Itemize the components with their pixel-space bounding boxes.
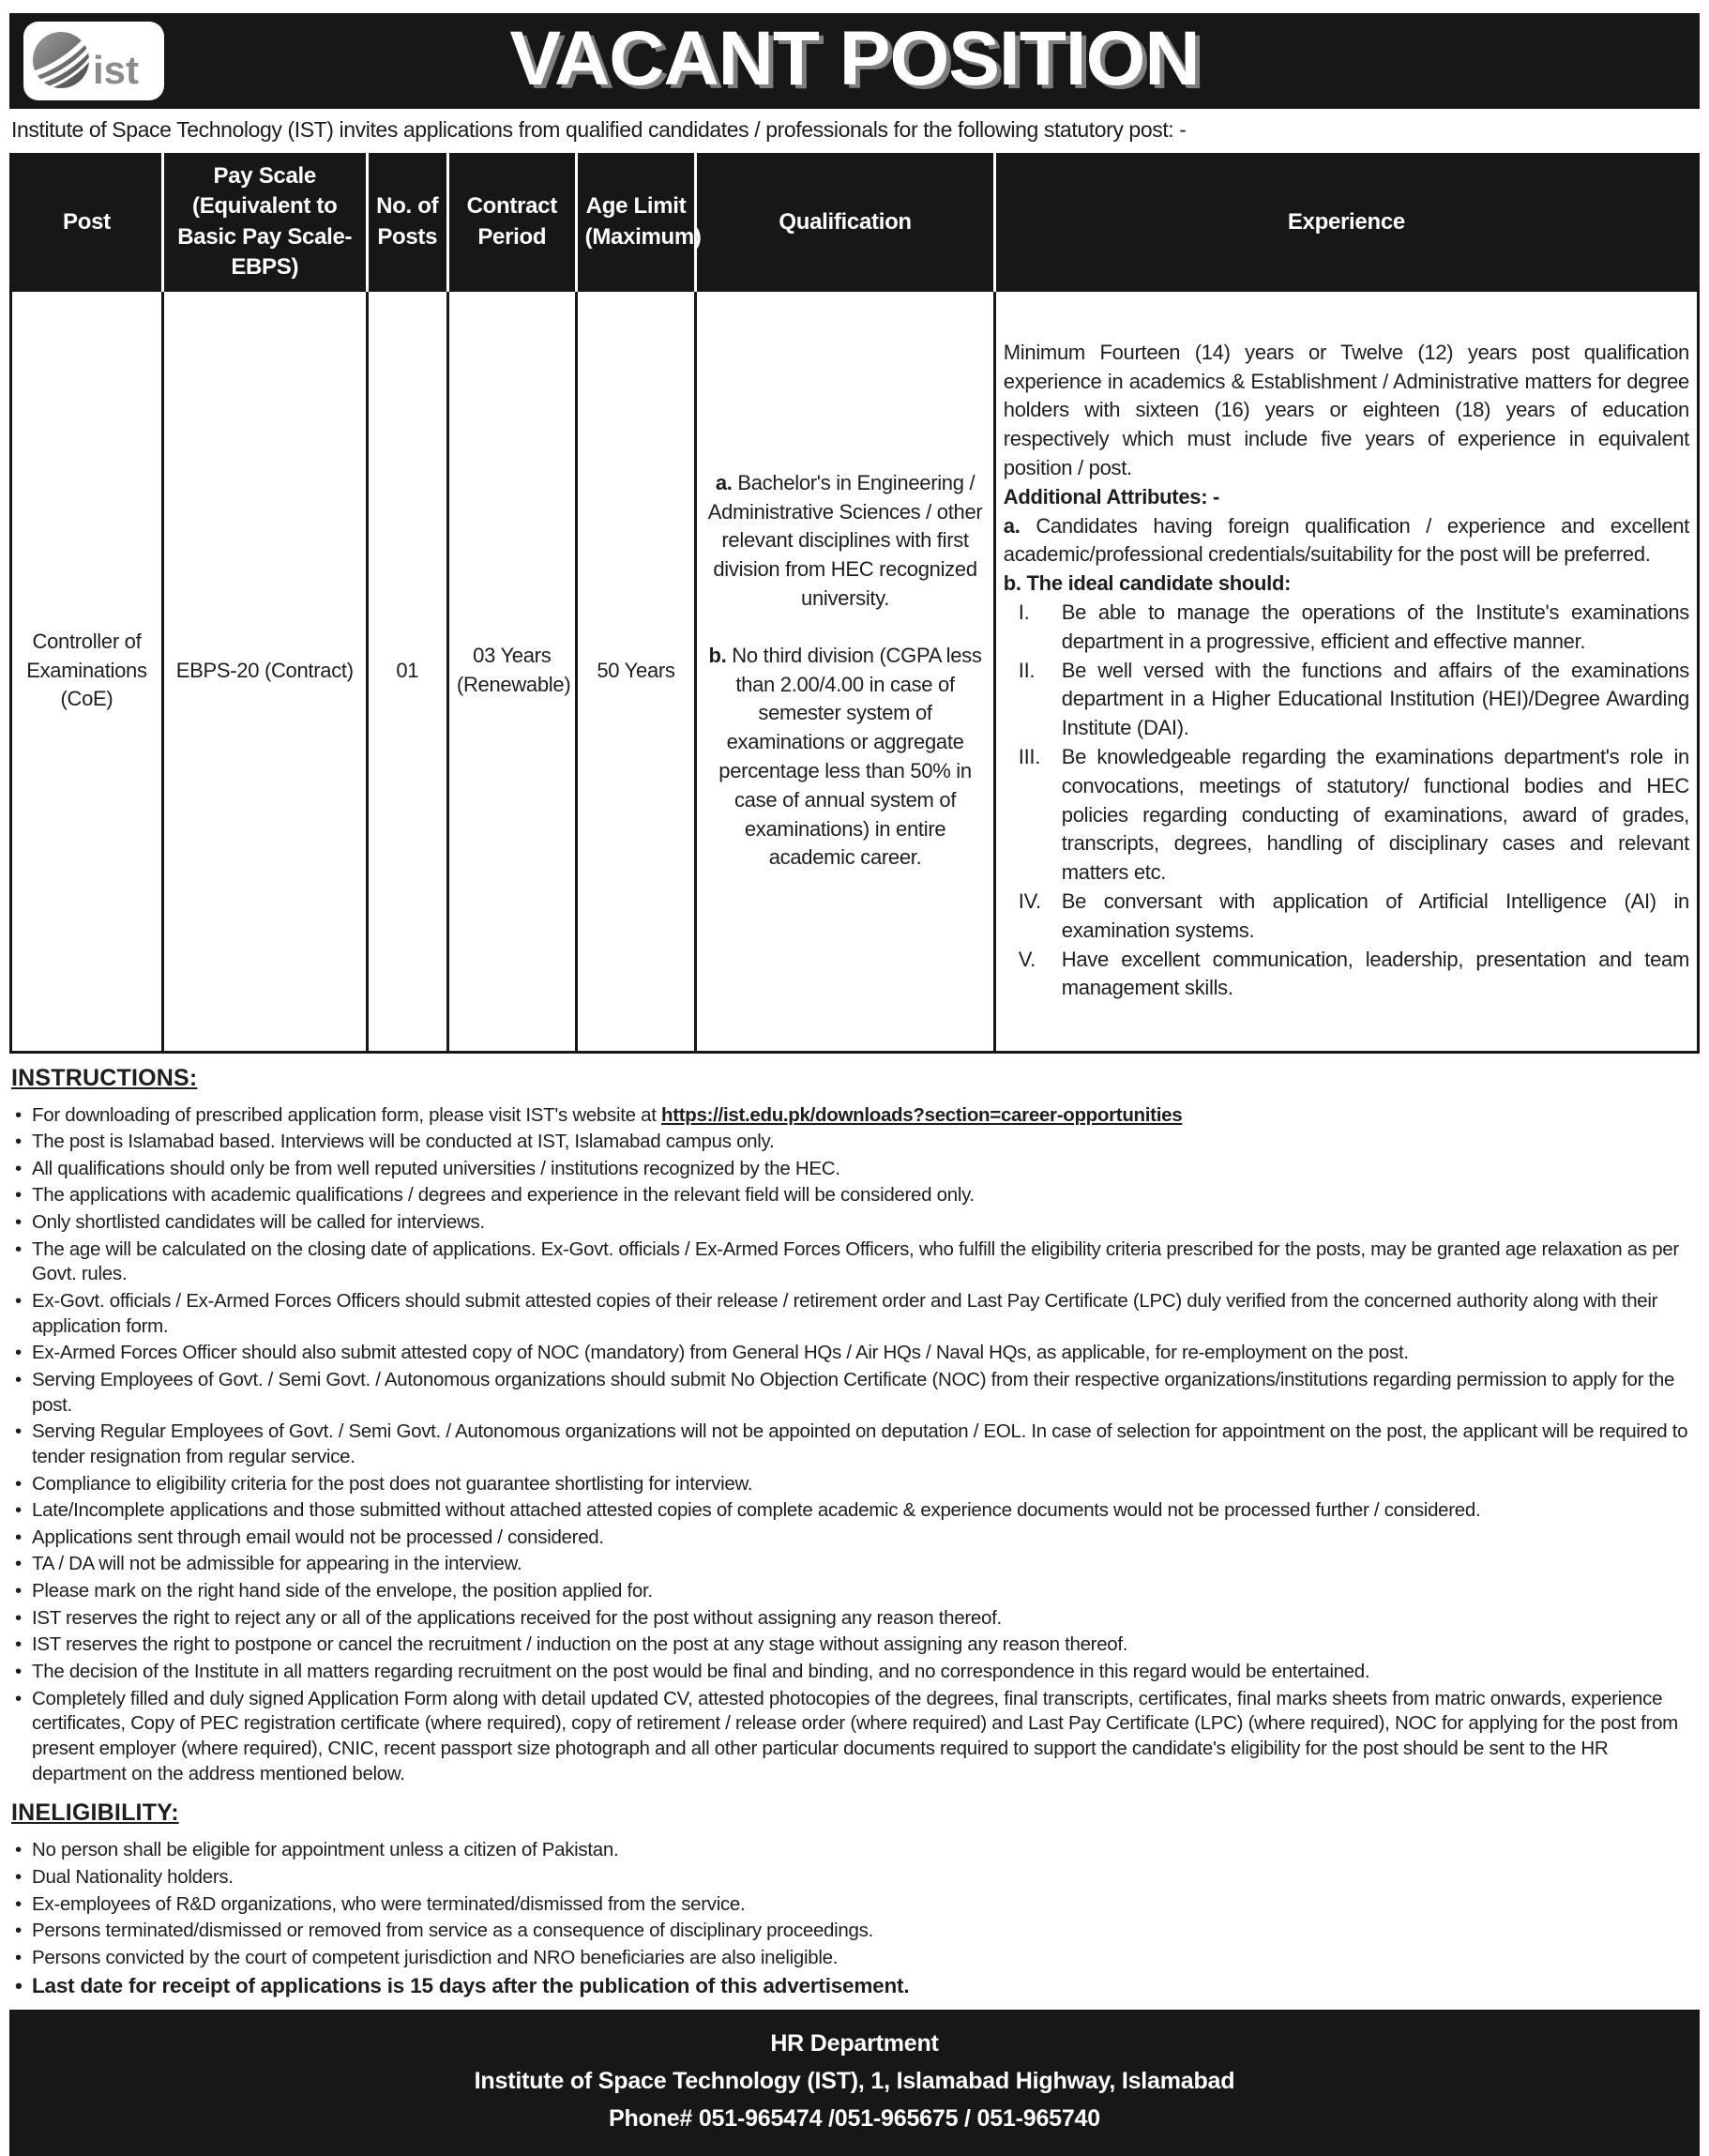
vacancy-row bbox=[11, 290, 1699, 1052]
ineligibility-item: • No person shall be eligible for appointment unless a citizen of Pakistan. bbox=[13, 1838, 1698, 1863]
item-label: b. bbox=[1003, 571, 1021, 596]
ineligibility-item: • Persons terminated/dismissed or removed from service as a consequence of disciplinary proceedings. bbox=[13, 1919, 1698, 1944]
pay-scale-cell: EBPS-20 (Contract) bbox=[162, 290, 367, 1052]
instructions-list bbox=[9, 1103, 1700, 1787]
ineligibility-item: • Dual Nationality holders. bbox=[13, 1865, 1698, 1890]
item-numeral: I. bbox=[1018, 600, 1030, 625]
experience-intro: Minimum Fourteen (14) years or Twelve (12) years post qualification experience in academics & Establishment / Administrative matters for degree holders with sixteen (16) years or eighteen (18) years of education respectively which must include five years of experience in equivalent position / post. bbox=[1003, 340, 1689, 480]
intro-text: Institute of Space Technology (IST) invites applications from qualified candidates / professionals for the following statutory post: - bbox=[11, 117, 1187, 142]
additional-attributes-heading: Additional Attributes: - bbox=[1003, 484, 1220, 509]
item-label: a. bbox=[715, 470, 733, 494]
ineligibility-item: • Persons convicted by the court of competent jurisdiction and NRO beneficiaries are also ineligible. bbox=[13, 1946, 1698, 1971]
qualification-cell bbox=[696, 290, 994, 1052]
footer-banner bbox=[9, 2010, 1700, 2156]
instruction-item: • IST reserves the right to reject any or all of the applications received for the post without assigning any reason thereof. bbox=[13, 1606, 1698, 1632]
footer-phone: Phone# 051-965474 /051-965675 / 051-965740 bbox=[609, 2104, 1100, 2132]
ideal-candidate-item bbox=[1004, 657, 1689, 743]
ineligibility-heading: INELIGIBILITY: bbox=[11, 1799, 179, 1827]
item-text: Be able to manage the operations of the Institute's examinations department in a progressive, efficient and effective manner. bbox=[1061, 600, 1689, 653]
instruction-item: • Serving Employees of Govt. / Semi Govt. / Autonomous organizations should submit No Objection Certificate (NOC) from their respective organizations/institutions regarding permission to apply for the post. bbox=[13, 1368, 1698, 1418]
post-cell: Controller of Examinations (CoE) bbox=[11, 290, 163, 1052]
instruction-item: • Please mark on the right hand side of the envelope, the position applied for. bbox=[13, 1579, 1698, 1604]
ideal-candidate-item bbox=[1004, 599, 1689, 657]
item-text: Be knowledgeable regarding the examinations department's role in convocations, meetings of statutory/ functional bodies and HEC policies regarding conducting of examinations, award of grades, transcripts, degrees, handling of disciplinary cases and relevant matters etc. bbox=[1061, 745, 1689, 885]
col-header-no-of-posts: No. of Posts bbox=[367, 155, 447, 291]
attribute-item-a bbox=[1004, 512, 1689, 570]
vacancy-table bbox=[9, 153, 1700, 1054]
col-header-age-limit: Age Limit (Maximum) bbox=[576, 155, 696, 291]
page-title: VACANT POSITION bbox=[509, 16, 1200, 102]
no-of-posts-cell: 01 bbox=[367, 290, 447, 1052]
item-label: b. bbox=[708, 643, 727, 667]
col-header-post: Post bbox=[11, 155, 163, 291]
item-text: Be conversant with application of Artificial Intelligence (AI) in examination systems. bbox=[1061, 889, 1689, 942]
instruction-item: • Applications sent through email would not be processed / considered. bbox=[13, 1526, 1698, 1551]
instruction-item: • Compliance to eligibility criteria for the post does not guarantee shortlisting for interview. bbox=[13, 1472, 1698, 1497]
instruction-item: • Serving Regular Employees of Govt. / Semi Govt. / Autonomous organizations will not be appointed on deputation / EOL. In case of selection for appointment on the post, the applicant will be required to tender resignation from regular service. bbox=[13, 1420, 1698, 1469]
instruction-item: • All qualifications should only be from well reputed universities / institutions recognized by the HEC. bbox=[13, 1157, 1698, 1182]
instruction-item: • The post is Islamabad based. Interviews will be conducted at IST, Islamabad campus only. bbox=[13, 1130, 1698, 1155]
footer-address: Institute of Space Technology (IST), 1, Islamabad Highway, Islamabad bbox=[474, 2067, 1235, 2094]
item-numeral: III. bbox=[1018, 745, 1041, 769]
instruction-item: • Late/Incomplete applications and those submitted without attached attested copies of complete academic & experience documents would not be processed further / considered. bbox=[13, 1498, 1698, 1524]
col-header-contract-period: Contract Period bbox=[447, 155, 576, 291]
instruction-item: • Only shortlisted candidates will be called for interviews. bbox=[13, 1210, 1698, 1236]
ineligibility-section bbox=[9, 1799, 1700, 1999]
instruction-item: • The age will be calculated on the closing date of applications. Ex-Govt. officials / Ex-Armed Forces Officers, who fulfill the eligibility criteria prescribed for the posts, may be granted age relaxation as per Govt. rules. bbox=[13, 1237, 1698, 1287]
item-text: No third division (CGPA less than 2.00/4.00 in case of semester system of examinations or aggregate percentage less than 50% in case of annual system of examinations) in entire academic career. bbox=[718, 643, 982, 870]
item-text: Candidates having foreign qualification / experience and excellent academic/professional credentials/suitability for the post will be preferred. bbox=[1003, 513, 1689, 567]
col-header-pay-scale: Pay Scale (Equivalent to Basic Pay Scale-EBPS) bbox=[162, 155, 367, 291]
logo-text: ist bbox=[93, 48, 140, 92]
header-banner bbox=[9, 13, 1700, 109]
item-label: a. bbox=[1003, 513, 1021, 538]
instruction-item: • The decision of the Institute in all matters regarding recruitment on the post would be final and binding, and no correspondence in this regard would be entertained. bbox=[13, 1660, 1698, 1685]
item-text: Be well versed with the functions and affairs of the examinations department in a Higher Educational Institution (HEI)/Degree Awarding Institute (DAI). bbox=[1061, 658, 1689, 740]
ideal-candidate-item bbox=[1004, 743, 1689, 888]
instruction-item: • For downloading of prescribed application form, please visit IST's website at https://ist.edu.pk/downloads?section=career-opportunities bbox=[13, 1103, 1698, 1129]
ideal-candidate-item bbox=[1004, 946, 1689, 1004]
col-header-qualification: Qualification bbox=[696, 155, 994, 291]
instruction-item: • TA / DA will not be admissible for appearing in the interview. bbox=[13, 1552, 1698, 1577]
col-header-experience: Experience bbox=[994, 155, 1698, 291]
item-numeral: IV. bbox=[1018, 889, 1041, 914]
item-numeral: II. bbox=[1018, 658, 1036, 682]
footer-department: HR Department bbox=[770, 2029, 939, 2057]
instruction-item: • The applications with academic qualifications / degrees and experience in the relevant field will be considered only. bbox=[13, 1183, 1698, 1208]
qualification-item-b bbox=[704, 642, 985, 873]
item-text: Have excellent communication, leadership, presentation and team management skills. bbox=[1061, 947, 1689, 1000]
ineligibility-list bbox=[9, 1838, 1700, 1999]
table-header-row bbox=[11, 155, 1699, 291]
instruction-item: • Ex-Armed Forces Officer should also submit attested copy of NOC (mandatory) from General HQs / Air HQs / Naval HQs, as applicable, for re-employment on the post. bbox=[13, 1341, 1698, 1366]
contract-period-cell: 03 Years (Renewable) bbox=[447, 290, 576, 1052]
instructions-heading: INSTRUCTIONS: bbox=[11, 1064, 198, 1091]
ineligibility-item: • Ex-employees of R&D organizations, who were terminated/dismissed from the service. bbox=[13, 1892, 1698, 1918]
age-limit-cell: 50 Years bbox=[576, 290, 696, 1052]
item-text: The ideal candidate should: bbox=[1026, 571, 1292, 596]
item-text: Bachelor's in Engineering / Administrative Sciences / other relevant disciplines with first division from HEC recognized university. bbox=[707, 470, 983, 611]
instruction-item: • IST reserves the right to postpone or cancel the recruitment / induction on the post at any stage without assigning any reason thereof. bbox=[13, 1632, 1698, 1658]
attribute-item-b bbox=[1004, 569, 1689, 599]
item-numeral: V. bbox=[1018, 947, 1036, 971]
instruction-item: • Ex-Govt. officials / Ex-Armed Forces Officers should submit attested copies of their release / retirement order and Last Pay Certificate (LPC) duly verified from the concerned authority along with their application form. bbox=[13, 1289, 1698, 1339]
ideal-candidate-item bbox=[1004, 888, 1689, 946]
careers-link[interactable]: https://ist.edu.pk/downloads?section=career-opportunities bbox=[661, 1103, 1183, 1126]
last-date-notice: • Last date for receipt of applications is 15 days after the publication of this advertisement. bbox=[13, 1972, 1698, 1999]
experience-cell bbox=[994, 290, 1698, 1052]
instruction-item: • Completely filled and duly signed Application Form along with detail updated CV, attested photocopies of the degrees, final transcripts, certificates, final marks sheets from matric onwards, experience certificates, Copy of PEC registration certificate (where required), copy of retirement / release order (where required) and Last Pay Certificate (LPC) (where required), NOC for applying for the post from present employer (where required), CNIC, recent passport size photograph and all other particular documents required to support the candidate's eligibility for the post should be sent to the HR department on the address mentioned below. bbox=[13, 1687, 1698, 1787]
qualification-item-a bbox=[704, 469, 985, 614]
